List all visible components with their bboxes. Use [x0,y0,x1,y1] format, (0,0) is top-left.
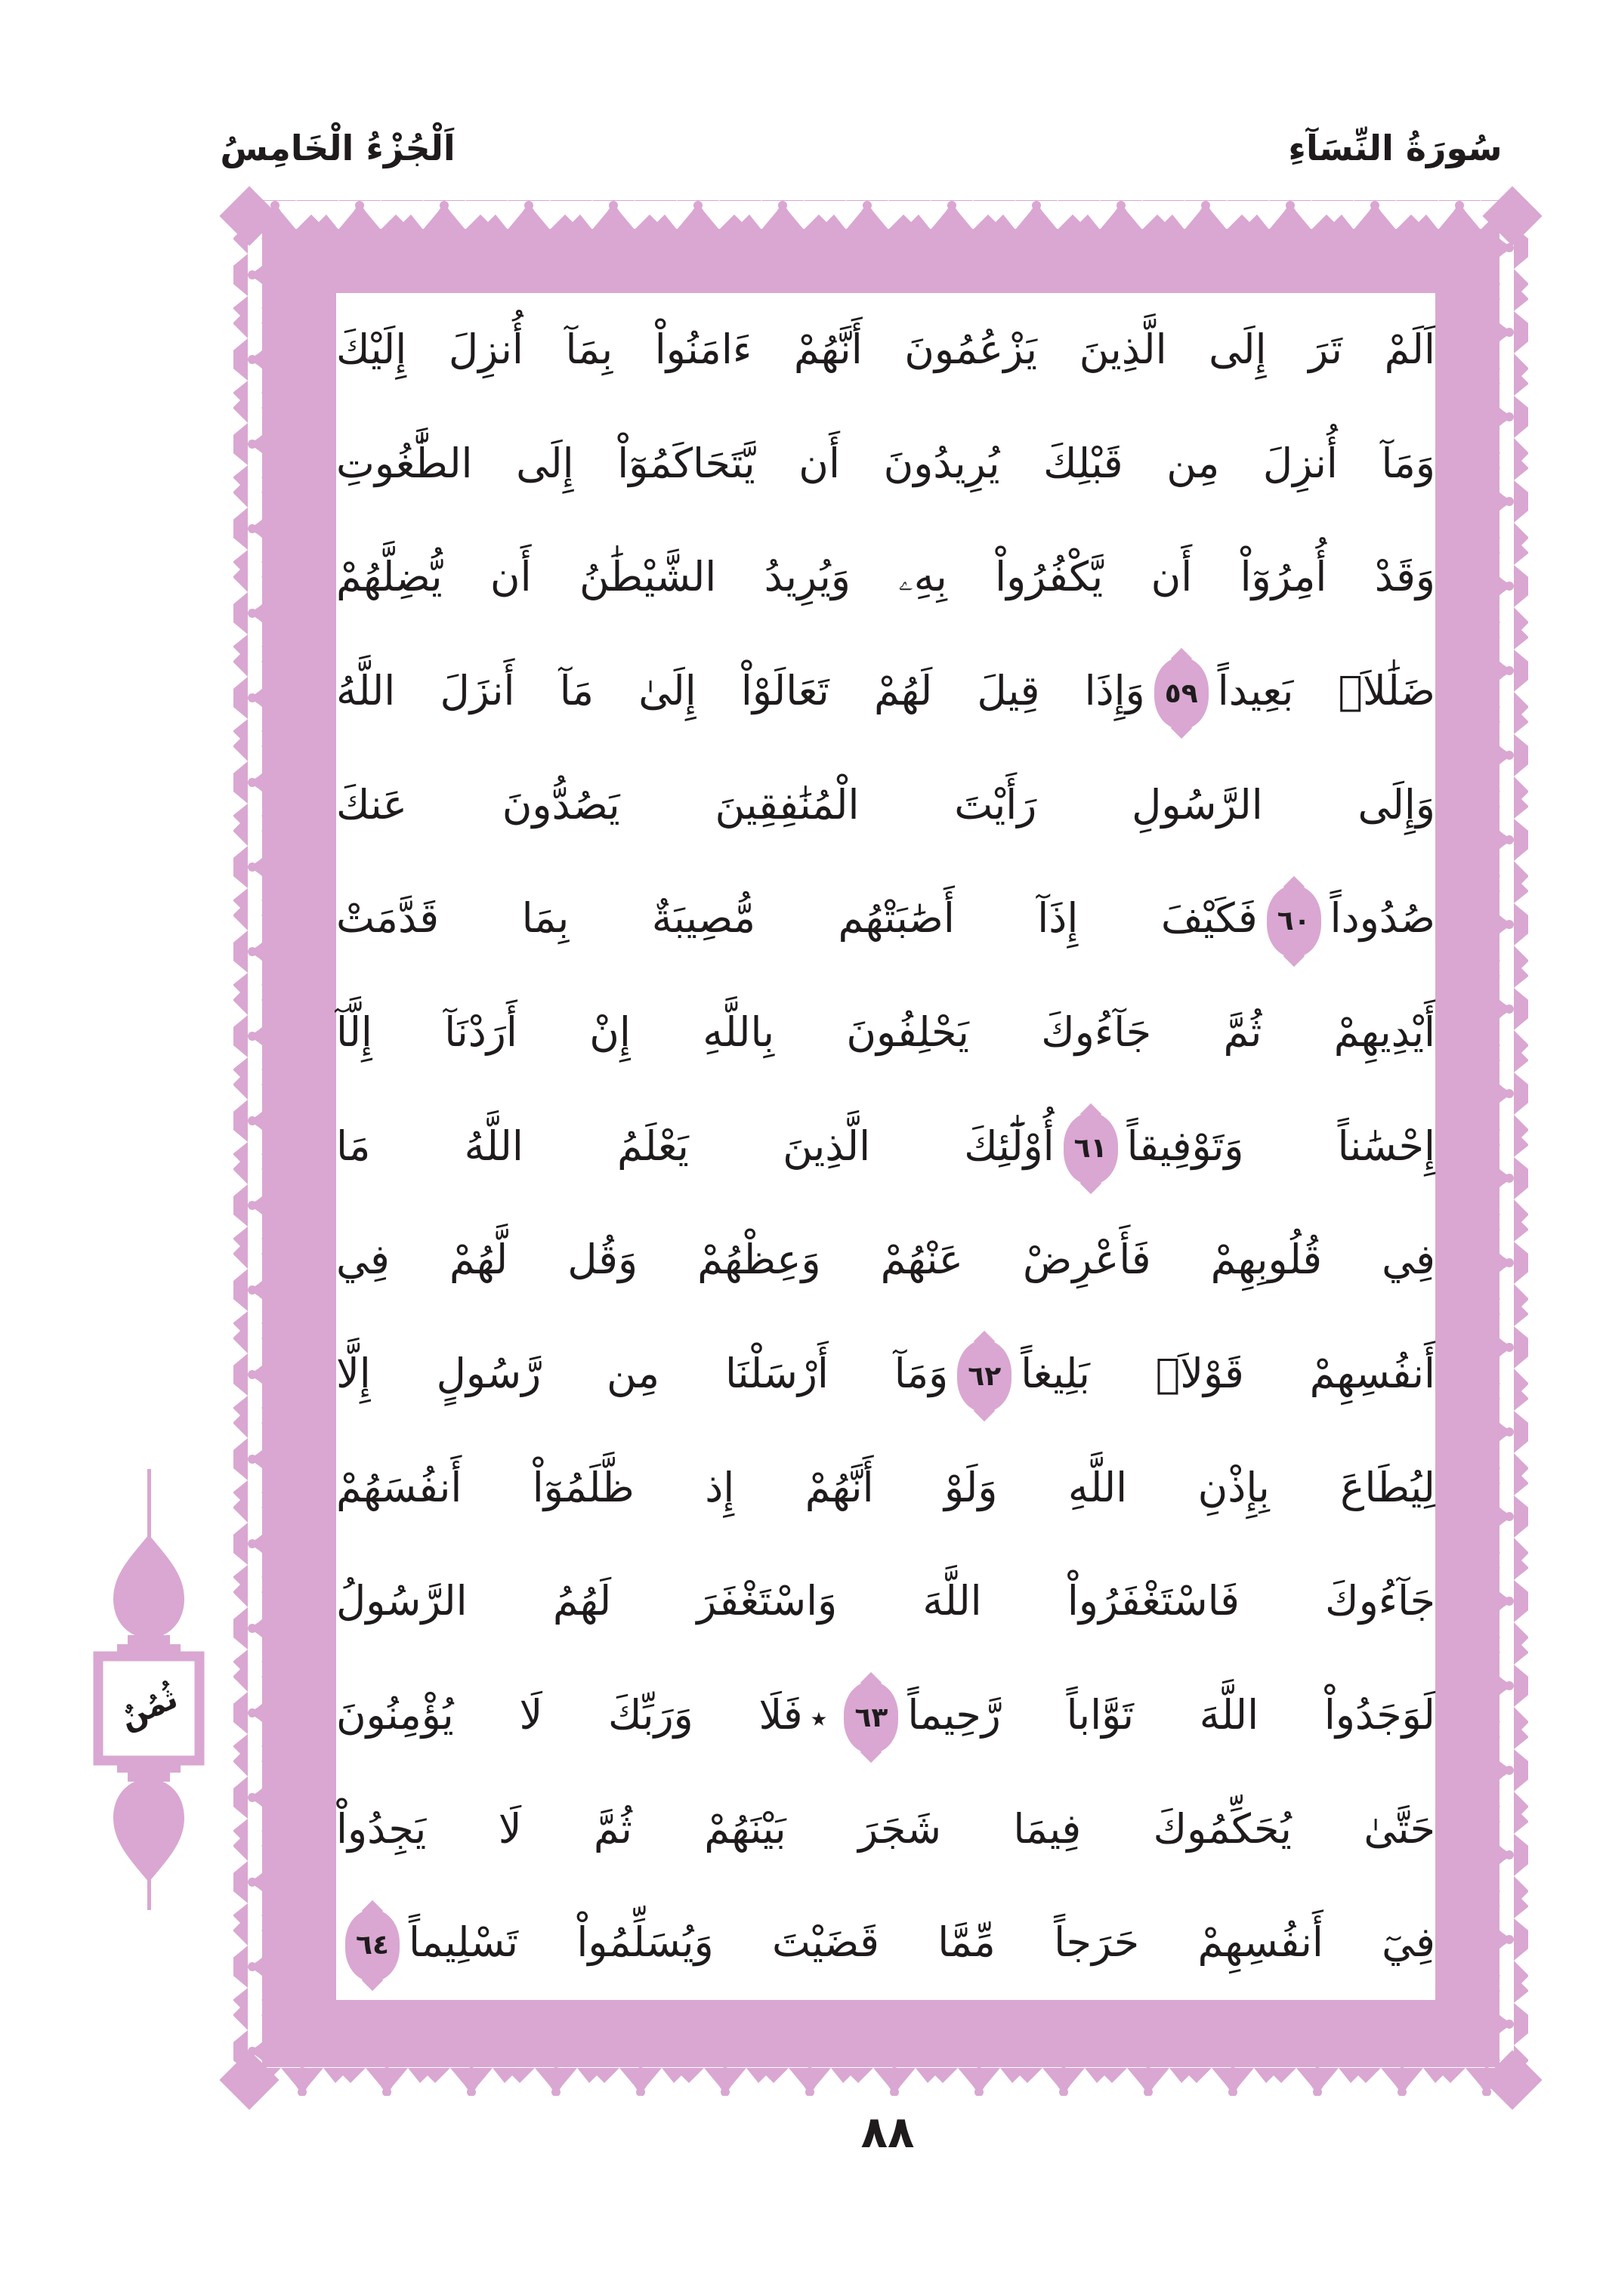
quran-line [336,634,1435,748]
quran-line [336,976,1435,1090]
ayah-text: وَإِذَا قِيلَ لَهُمْ تَعَالَوْاْ إِلَىٰ مَآ أَنزَلَ اللَّهُ [336,666,1145,714]
ayah-text: وَإِلَى الرَّسُولِ رَأَيْتَ الْمُنَٰفِقِينَ يَصُدُّونَ عَنكَ [336,780,1435,829]
quran-text-area [336,293,1435,2000]
page-number: ٨٨ [860,2106,915,2158]
ayah-text: لِيُطَاعَ بِإِذْنِ اللَّهِ وَلَوْ أَنَّهُمْ إِذ ظَّلَمُوٓاْ أَنفُسَهُمْ [336,1463,1435,1511]
ayah-text: فِيٓ أَنفُسِهِمْ حَرَجاً مِّمَّا قَضَيْتَ وَيُسَلِّمُواْ تَسْلِيماً [409,1918,1435,1967]
ayah-text: فَكَيْفَ إِذَآ أَصَٰبَتْهُم مُّصِيبَةٌ بِمَا قَدَّمَتْ [336,894,1258,943]
ayah-text: أَنفُسِهِمْ قَوْلاَۢ بَلِيغاً [1021,1349,1435,1397]
ayah-end-marker: ٦٠ [1267,885,1321,958]
ayah-text: حَتَّىٰ يُحَكِّمُوكَ فِيمَا شَجَرَ بَيْنَهُمْ ثُمَّ لَا يَجِدُواْ [336,1804,1435,1853]
ayah-end-marker: ٦١ [1064,1113,1118,1185]
quran-line [336,1773,1435,1887]
quran-line [336,862,1435,976]
quran-line [336,293,1435,407]
ayah-text: صُدُوداً [1330,894,1435,943]
quran-line [336,1545,1435,1659]
ayah-end-marker: ٦٣ [844,1681,898,1754]
juz-title: اَلْجُزْءُ الْخَامِسُ [220,128,456,168]
ayah-text: فِي قُلُوبِهِمْ فَأَعْرِضْ عَنْهُمْ وَعِظْهُمْ وَقُل لَّهُمْ فِي [336,1236,1435,1284]
ayah-text: لَوَجَدُواْ اللَّهَ تَوَّاباً رَّحِيماً [907,1690,1435,1739]
quran-line [336,407,1435,521]
thumun-label: ثُمُنٌ [115,1680,183,1736]
quran-line [336,1659,1435,1773]
ayah-text: فَلَا وَرَبِّكَ لَا يُؤْمِنُونَ [336,1690,803,1739]
quran-line [336,520,1435,634]
ayah-text: جَآءُوكَ فَاسْتَغْفَرُواْ اللَّهَ وَاسْتَغْفَرَ لَهُمُ الرَّسُولُ [336,1577,1435,1625]
ayah-text: ضَلَٰلاَۢ بَعِيداً [1217,666,1435,714]
ayah-end-marker: ٥٩ [1154,657,1209,730]
quran-line [336,1203,1435,1317]
ayah-text: أُوْلَٰٓئِكَ الَّذِينَ يَعْلَمُ اللَّهُ مَا [336,1122,1055,1170]
ayah-end-marker: ٦٤ [345,1909,400,1982]
surah-title: سُورَةُ النِّسَآءِ [1288,128,1503,168]
ayah-end-marker: ٦٢ [957,1340,1011,1412]
quran-line [336,1090,1435,1204]
quran-line [336,748,1435,863]
ayah-text: أَيْدِيهِمْ ثُمَّ جَآءُوكَ يَحْلِفُونَ بِاللَّهِ إِنْ أَرَدْنَآ إِلَّآ [336,1008,1435,1056]
ayah-text: اَلَمْ تَرَ إِلَى الَّذِينَ يَزْعُمُونَ أَنَّهُمْ ءَامَنُواْ بِمَآ أُنزِلَ إِلَيْكَ [336,326,1435,373]
ayah-text: وَمَآ أَرْسَلْنَا مِن رَّسُولٍ إِلَّا [336,1349,949,1397]
quran-line [336,1317,1435,1431]
quran-line [336,1431,1435,1545]
thumun-star-icon: ٭ [810,1699,828,1736]
ayah-text: إِحْسَٰناً وَتَوْفِيقاً [1126,1122,1435,1170]
ayah-text: وَقَدْ أُمِرُوٓاْ أَن يَّكْفُرُواْ بِهِۦ وَيُرِيدُ الشَّيْطَٰنُ أَن يُّضِلَّهُمْ [336,553,1435,601]
quran-line [336,1886,1435,2000]
ayah-text: وَمَآ أُنزِلَ مِن قَبْلِكَ يُرِيدُونَ أَن يَّتَحَاكَمُوٓاْ إِلَى الطَّٰغُوتِ [336,439,1435,487]
